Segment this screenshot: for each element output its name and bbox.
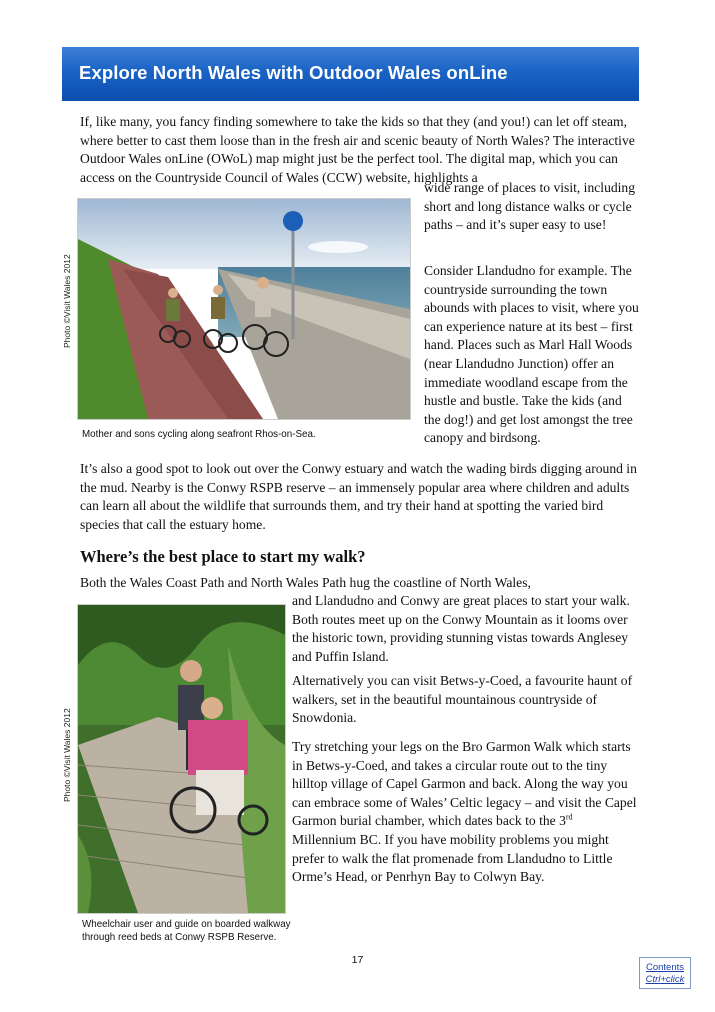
contents-link-label[interactable]: Contents: [645, 962, 685, 973]
bro-garmon-text-b: Millennium BC. If you have mobility problems you might prefer to walk the flat promenade from Llandudno to Little Orme’s Head, or Penrhyn Bay to Colwyn Bay.: [292, 831, 613, 885]
section-heading-start-walk: Where’s the best place to start my walk?: [80, 547, 366, 566]
page-title: Explore North Wales with Outdoor Wales onLine: [79, 62, 508, 83]
llandudno-paragraph: Consider Llandudno for example. The countryside surrounding the town abounds with places to visit, where you can experience nature at its best – first hand. Places such as Marl Hall Woods (near Llandudno Junction) offer an immediate woodland escape from the hustle and bustle. Take the kids (and the dog!) and get lost amongst the tree canopy and birdsong.: [424, 263, 639, 446]
bro-garmon-paragraph: [292, 738, 640, 887]
intro-paragraph-continued: wide range of places to visit, including short and long distance walks or cycle paths – and it’s super easy to use!: [424, 180, 636, 233]
wheelchair-photo: [77, 604, 286, 914]
wheelchair-caption-line1: Wheelchair user and guide on boarded walkway: [82, 919, 291, 930]
wheelchair-scene-image: [78, 605, 285, 913]
betws-y-coed-paragraph: Alternatively you can visit Betws-y-Coed, a favourite haunt of walkers, set in the beautiful mountainous countryside of Snowdonia.: [292, 673, 633, 726]
wheelchair-caption-line2: through reed beds at Conwy RSPB Reserve.: [82, 932, 277, 943]
page-number: 17: [351, 954, 364, 966]
page-header-banner: [62, 47, 639, 101]
intro-paragraph: If, like many, you fancy finding somewhere to take the kids so that they (and you!) can let off steam, where better to cast them loose than in the fresh air and scenic beauty of North Wales? The interactive Outdoor Wales onLine (OWoL) map might just be the perfect tool. The digital map, which you can access on the Countryside Council of Wales (CCW) website, highlights a: [80, 114, 635, 185]
bro-garmon-text-a: Try stretching your legs on the Bro Garmon Walk which starts in Betws-y-Coed, and takes a circular route out to the tiny hilltop village of Capel Garmon and back. Along the way you can embrace some of Wales’ Celtic legacy – and visit the Capel Garmon burial chamber, which dates back to the 3: [292, 739, 637, 829]
cycling-scene-image: [78, 199, 410, 419]
photo-credit-cycling: Photo ©Visit Wales 2012: [62, 254, 72, 348]
conwy-paragraph: It’s also a good spot to look out over the Conwy estuary and watch the wading birds digging around in the mud. Nearby is the Conwy RSPB reserve – an immensely popular area where children and adults can learn all about the wildlife that surrounds them, and try their hand at spotting the varied bird species that call the estuary home.: [80, 461, 637, 532]
cycling-photo: [77, 198, 411, 420]
wheelchair-photo-caption: [82, 918, 302, 944]
bro-garmon-superscript: rd: [565, 812, 573, 822]
coast-path-paragraph-continued: and Llandudno and Conwy are great places to start your walk. Both routes meet up on the Conwy Mountain as it looms over the historic town, providing stunning vistas towards Anglesey and Puffin Island.: [292, 593, 630, 664]
photo-credit-wheelchair: Photo ©Visit Wales 2012: [62, 708, 72, 802]
contents-link-shortcut[interactable]: Ctrl+click: [645, 974, 685, 985]
contents-link-button[interactable]: [639, 957, 691, 989]
cycling-photo-caption: Mother and sons cycling along seafront Rhos-on-Sea.: [82, 429, 316, 440]
coast-path-paragraph: Both the Wales Coast Path and North Wales Path hug the coastline of North Wales,: [80, 575, 531, 590]
